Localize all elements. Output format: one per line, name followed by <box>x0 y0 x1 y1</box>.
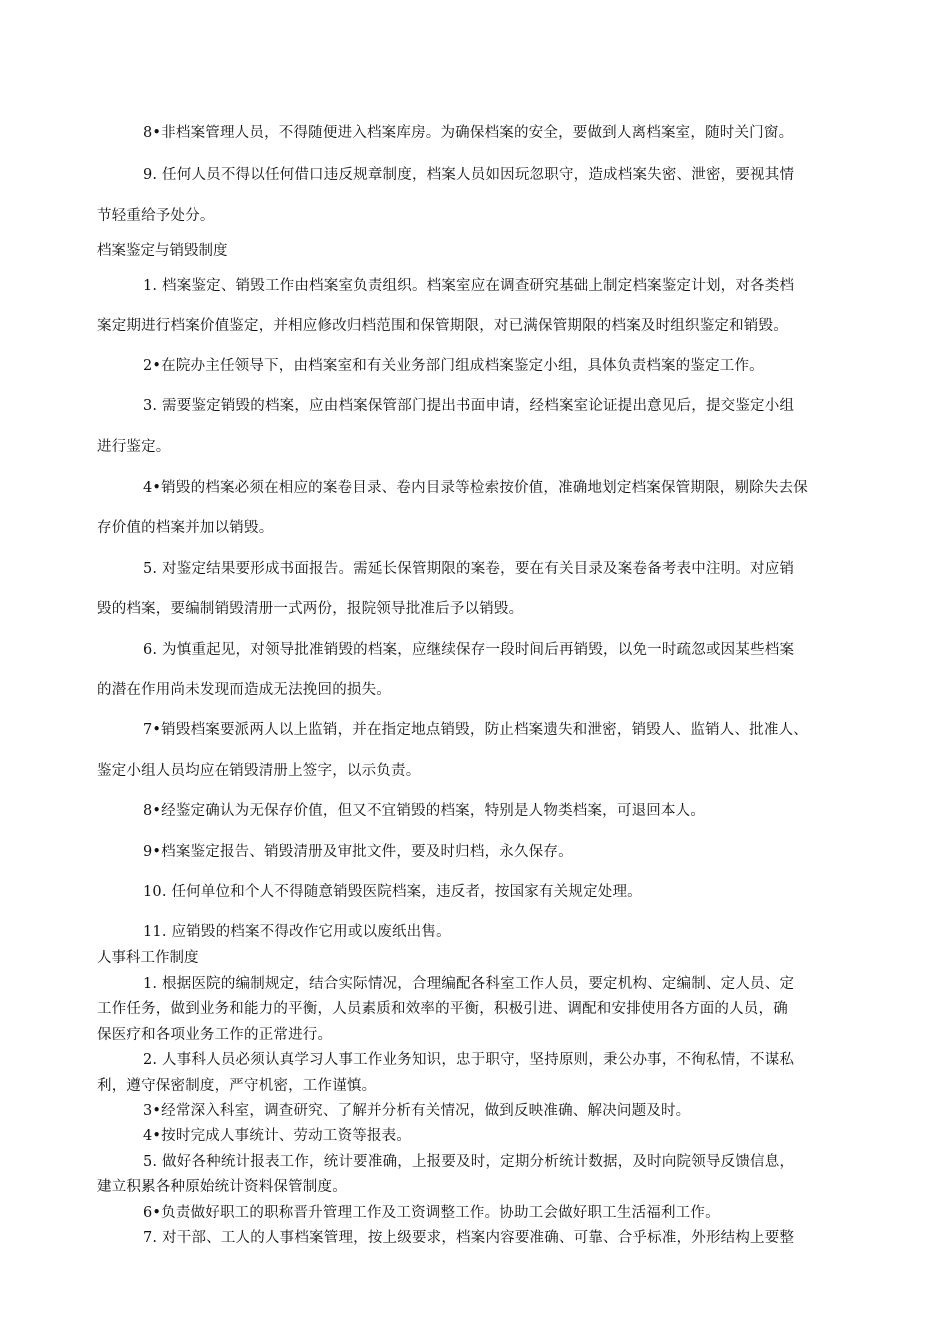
personnel-item-2-line2: 利，遵守保密制度，严守机密，工作谨慎。 <box>97 1078 377 1094</box>
appraisal-item-8: 8•经鉴定确认为无保存价值，但又不宜销毁的档案，特别是人物类档案，可退回本人。 <box>143 803 706 819</box>
appraisal-item-4-line1: 4•销毁的档案必须在相应的案卷目录、卷内目录等检索按价值，准确地划定档案保管期限，剔除失去保 <box>143 480 808 496</box>
archive-rule-9-line1: 9. 任何人员不得以任何借口违反规章制度，档案人员如因玩忽职守，造成档案失密、泄密，要视其情 <box>143 167 795 183</box>
appraisal-item-7-line1: 7•销毁档案要派两人以上监销，并在指定地点销毁，防止档案遗失和泄密，销毁人、监销人、批准人、 <box>143 722 808 738</box>
personnel-item-1-line1: 1. 根据医院的编制规定，结合实际情况，合理编配各科室工作人员，要定机构、定编制、定人员、定 <box>143 976 795 992</box>
appraisal-item-2: 2•在院办主任领导下，由档案室和有关业务部门组成档案鉴定小组，具体负责档案的鉴定工作。 <box>143 358 764 374</box>
appraisal-item-10: 10. 任何单位和个人不得随意销毁医院档案，违反者，按国家有关规定处理。 <box>143 884 642 900</box>
personnel-item-3: 3•经常深入科室，调查研究、了解并分析有关情况，做到反映准确、解决问题及时。 <box>143 1103 691 1119</box>
appraisal-item-11: 11. 应销毁的档案不得改作它用或以废纸出售。 <box>143 924 451 940</box>
personnel-item-1-line2: 工作任务，做到业务和能力的平衡，人员素质和效率的平衡，积极引进、调配和安排使用各方面的人员，确 <box>97 1001 788 1017</box>
personnel-item-2-line1: 2. 人事科人员必须认真学习人事工作业务知识，忠于职守，坚持原则，秉公办事，不徇私情，不谋私 <box>143 1052 795 1068</box>
personnel-item-4: 4•按时完成人事统计、劳动工资等报表。 <box>143 1128 412 1144</box>
personnel-item-7-line1: 7. 对干部、工人的人事档案管理，按上级要求，档案内容要准确、可靠、合乎标准，外形结构上要整 <box>143 1230 795 1246</box>
archive-rule-8: 8•非档案管理人员，不得随便进入档案库房。为确保档案的安全，要做到人离档案室，随时关门窗。 <box>143 125 794 141</box>
appraisal-item-9: 9•档案鉴定报告、销毁清册及审批文件，要及时归档，永久保存。 <box>143 844 573 860</box>
personnel-item-1-line3: 保医疗和各项业务工作的正常进行。 <box>97 1027 333 1043</box>
personnel-item-6: 6•负责做好职工的职称晋升管理工作及工资调整工作。协助工会做好职工生活福利工作。 <box>143 1205 720 1221</box>
appraisal-section-title: 档案鉴定与销毁制度 <box>97 243 228 259</box>
appraisal-item-7-line2: 鉴定小组人员均应在销毁清册上签字，以示负责。 <box>97 763 421 779</box>
personnel-section-title: 人事科工作制度 <box>97 950 199 966</box>
appraisal-item-3-line2: 进行鉴定。 <box>97 439 171 455</box>
appraisal-item-5-line1: 5. 对鉴定结果要形成书面报告。需延长保管期限的案卷，要在有关目录及案卷备考表中注明。对应销 <box>143 561 795 577</box>
appraisal-item-1-line2: 案定期进行档案价值鉴定，并相应修改归档范围和保管期限，对已满保管期限的档案及时组织鉴定和销毁。 <box>97 318 788 334</box>
personnel-item-5-line2: 建立积累各种原始统计资料保管制度。 <box>97 1179 347 1195</box>
archive-rule-9-line2: 节轻重给予处分。 <box>97 208 215 224</box>
appraisal-item-5-line2: 毁的档案，要编制销毁清册一式两份，报院领导批准后予以销毁。 <box>97 601 524 617</box>
personnel-item-5-line1: 5. 做好各种统计报表工作，统计要准确，上报要及时，定期分析统计数据，及时向院领导反馈信息， <box>143 1154 795 1170</box>
appraisal-item-4-line2: 存价值的档案并加以销毁。 <box>97 520 274 536</box>
appraisal-item-6-line1: 6. 为慎重起见，对领导批准销毁的档案，应继续保存一段时间后再销毁，以免一时疏忽或因某些档案 <box>143 642 795 658</box>
appraisal-item-3-line1: 3. 需要鉴定销毁的档案，应由档案保管部门提出书面申请，经档案室论证提出意见后，提交鉴定小组 <box>143 398 795 414</box>
appraisal-item-1-line1: 1. 档案鉴定、销毁工作由档案室负责组织。档案室应在调查研究基础上制定档案鉴定计划，对各类档 <box>143 278 795 294</box>
appraisal-item-6-line2: 的潜在作用尚未发现而造成无法挽回的损失。 <box>97 682 391 698</box>
